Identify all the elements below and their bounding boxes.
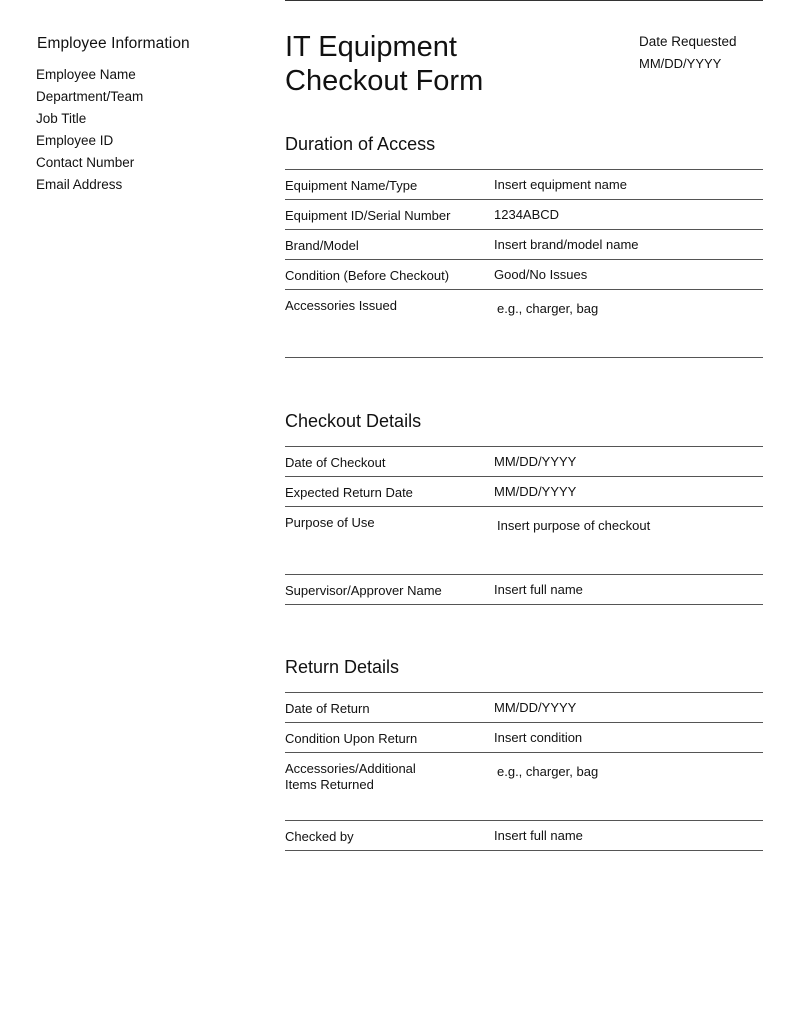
- row-label: Equipment Name/Type: [285, 178, 418, 193]
- table-row: [285, 170, 763, 200]
- table-row: [285, 753, 763, 821]
- row-label: Expected Return Date: [285, 485, 413, 500]
- section-title: Duration of Access: [285, 134, 436, 154]
- equipment-id-field[interactable]: 1234ABCD: [494, 207, 560, 222]
- table-row: [285, 230, 763, 260]
- row-label: Purpose of Use: [285, 515, 375, 530]
- row-label: Condition Upon Return: [285, 731, 418, 746]
- row-label: [285, 761, 475, 793]
- condition-upon-return-field[interactable]: Insert condition: [494, 730, 583, 745]
- employee-info-heading: Employee Information: [37, 35, 190, 52]
- table-row: [285, 290, 763, 358]
- condition-before-field[interactable]: Good/No Issues: [494, 267, 588, 282]
- section-title: Checkout Details: [285, 411, 422, 431]
- top-divider: [285, 0, 763, 1]
- table-row: [285, 260, 763, 290]
- row-label: Supervisor/Approver Name: [285, 583, 442, 598]
- accessories-issued-field[interactable]: e.g., charger, bag: [497, 301, 599, 316]
- equipment-name-field[interactable]: Insert equipment name: [494, 177, 627, 192]
- duration-section: [285, 133, 763, 358]
- table-row: [285, 693, 763, 723]
- checked-by-field[interactable]: Insert full name: [494, 828, 583, 843]
- brand-model-field[interactable]: Insert brand/model name: [494, 237, 639, 252]
- table-row: [285, 821, 763, 851]
- row-label: Condition (Before Checkout): [285, 268, 450, 283]
- row-label-line1: Accessories/Additional: [285, 761, 416, 776]
- row-label: Checked by: [285, 829, 354, 844]
- employee-info-list: [36, 64, 143, 196]
- section-title: Return Details: [285, 657, 400, 677]
- contact-number-field[interactable]: Contact Number: [36, 155, 135, 170]
- checkout-date-field[interactable]: MM/DD/YYYY: [494, 454, 577, 469]
- duration-table: [285, 169, 763, 358]
- page-title: [285, 30, 545, 98]
- page-title-line2: Checkout Form: [285, 65, 484, 97]
- row-label: Date of Checkout: [285, 455, 386, 470]
- row-label: Equipment ID/Serial Number: [285, 208, 451, 223]
- return-section: [285, 656, 763, 851]
- department-field[interactable]: Department/Team: [36, 89, 144, 104]
- return-date-field[interactable]: MM/DD/YYYY: [494, 700, 577, 715]
- email-address-field[interactable]: Email Address: [36, 177, 123, 192]
- date-requested-field[interactable]: MM/DD/YYYY: [639, 56, 722, 71]
- checkout-section: [285, 410, 763, 605]
- employee-name-field[interactable]: Employee Name: [36, 67, 136, 82]
- table-row: [285, 477, 763, 507]
- row-label-line2: Items Returned: [285, 777, 374, 792]
- job-title-field[interactable]: Job Title: [36, 111, 87, 126]
- page-title-line1: IT Equipment: [285, 31, 457, 63]
- accessories-returned-field[interactable]: e.g., charger, bag: [497, 764, 599, 779]
- table-row: [285, 723, 763, 753]
- row-label: Accessories Issued: [285, 298, 397, 313]
- row-label: Brand/Model: [285, 238, 359, 253]
- date-requested-label: Date Requested: [639, 34, 737, 49]
- row-label: Date of Return: [285, 701, 370, 716]
- return-table: [285, 692, 763, 851]
- table-row: [285, 507, 763, 575]
- table-row: [285, 447, 763, 477]
- supervisor-name-field[interactable]: Insert full name: [494, 582, 583, 597]
- table-row: [285, 575, 763, 605]
- expected-return-date-field[interactable]: MM/DD/YYYY: [494, 484, 577, 499]
- employee-id-field[interactable]: Employee ID: [36, 133, 114, 148]
- purpose-of-use-field[interactable]: Insert purpose of checkout: [497, 518, 651, 533]
- table-row: [285, 200, 763, 230]
- checkout-table: [285, 446, 763, 605]
